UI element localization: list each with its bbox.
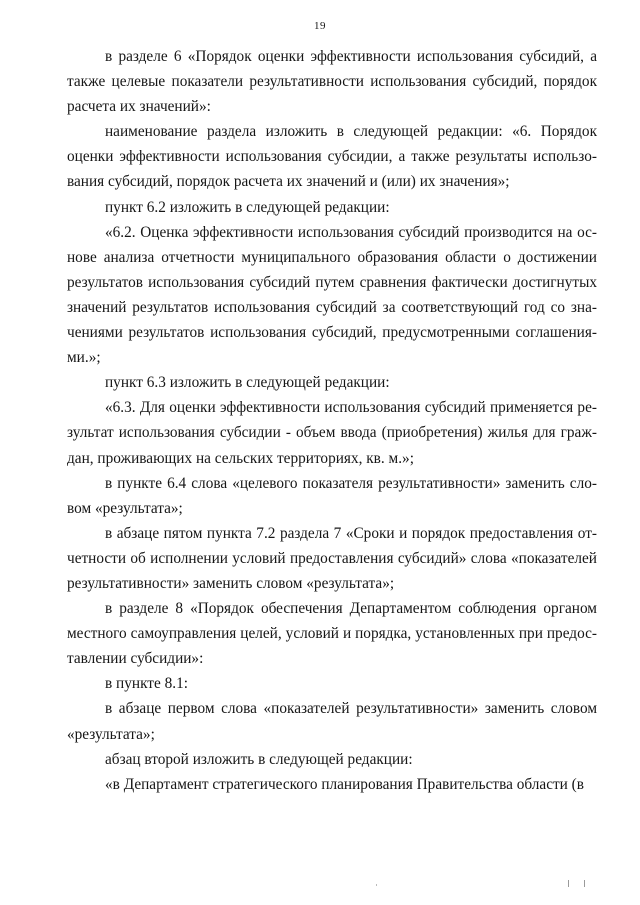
paragraph-section-8: в разделе 8 «Порядок обеспечения Департаментом соблюдения органом местного самоуправления целей, условий и порядка, установленных при предоставлении субсидии»: [67, 600, 597, 668]
paragraph-second-clause-text: «в Департамент стратегического планирования Правительства области (в [105, 775, 584, 793]
paragraph-item-6-2-intro: пункт 6.2 изложить в следующей редакции: [105, 198, 390, 216]
paragraph-first-clause: в абзаце первом слова «показателей результативности» заменить словом «результата»; [67, 700, 597, 743]
document-body [67, 44, 597, 797]
paragraph-item-6-2-text: «6.2. Оценка эффективности использования субсидий производится на основе анализа отчетности муниципального образования области о достижении результатов использования субсидий путем сравнения фактически достигнутых значений результатов использования субсидий за соответствующий год со значениями результатов использования субсидий, предусмотренными соглашениями.»; [67, 223, 597, 367]
scan-marks [560, 880, 600, 894]
paragraph-section-title: наименование раздела изложить в следующей редакции: «6. Порядок оценки эффективности использования субсидии, а также результаты использования субсидий, порядок расчета их значений и (или) их значения»; [67, 123, 597, 191]
paragraph-item-8-1: в пункте 8.1: [105, 675, 188, 693]
paragraph-section-6: в разделе 6 «Порядок оценки эффективности использования субсидий, а также целевые показатели результативности использования субсидий, порядок расчета их значений»: [67, 48, 597, 116]
paragraph-item-6-3-text: «6.3. Для оценки эффективности использования субсидий применяется результат использования субсидии - объем ввода (приобретения) жилья для граждан, проживающих на сельских территориях, кв. м.»; [67, 399, 597, 467]
paragraph-item-7-2: в абзаце пятом пункта 7.2 раздела 7 «Сроки и порядок предоставления отчетности об исполнении условий предоставления субсидий» слова «показателей результативности» заменить словом «результата»; [67, 524, 597, 592]
page-number: 19 [314, 20, 326, 32]
paragraph-second-clause-intro: абзац второй изложить в следующей редакции: [105, 750, 413, 768]
paragraph-item-6-4: в пункте 6.4 слова «целевого показателя результативности» заменить словом «результата»; [67, 474, 597, 517]
paragraph-item-6-3-intro: пункт 6.3 изложить в следующей редакции: [105, 374, 390, 392]
scan-artifact [376, 884, 377, 886]
